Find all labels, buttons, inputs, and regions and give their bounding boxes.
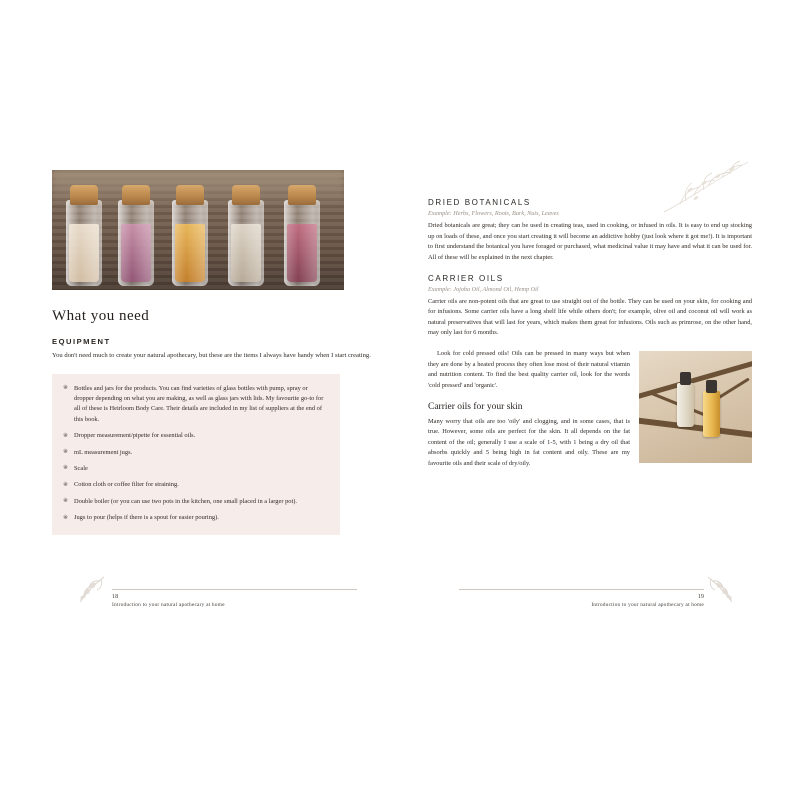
bottle-glass <box>118 200 154 286</box>
bottles-photo <box>52 170 344 290</box>
section-body-carrier-oils-2: Look for cold pressed oils! Oils can be pressed in many ways but when they are done by a heated process they often lose most of their natural vitamin and nutrition content. To find the best quality carrier oil, look for the words 'cold pressed' and 'organic'. <box>428 350 630 389</box>
page-number: 19 <box>697 593 704 600</box>
footer-rule <box>459 589 704 590</box>
list-item-text: Bottles and jars for the products. You can find varieties of glass bottles with pump, spray or dropper depending on what you are making, as well as glass jars with lids. My favourite go-to for all of these is Heirloom Body Care. Their details are included in my list of suppliers at the end of this book. <box>74 384 324 423</box>
leaf-sprig-icon <box>74 575 108 605</box>
list-item-text: Scale <box>74 464 88 472</box>
bottle-4 <box>228 200 264 286</box>
bottle-glass <box>66 200 102 286</box>
dropper-cap <box>680 372 691 385</box>
bottle-glass <box>284 200 320 286</box>
flower-bullet-icon: ❀ <box>63 432 69 439</box>
oil-bottles-photo <box>639 351 752 463</box>
subsection-heading-carrier-oils-skin: Carrier oils for your skin <box>428 401 523 412</box>
left-page-footer <box>52 589 392 608</box>
flower-bullet-icon: ❀ <box>63 498 69 505</box>
bottle-glass <box>172 200 208 286</box>
equipment-intro: You don't need much to create your natural apothecary, but these are the items I always have handy when I start creating. <box>52 352 371 359</box>
subsection-body-carrier-oils-skin: Many worry that oils are too 'oily' and clogging, and in some cases, that is true. However, some oils are perfect for the skin. It all depends on the fat content of the oil; generally I use a scale of 1-5, with 1 being a dry oil that absorbs quickly and 5 being high in fat content and oily. These are my favourite oils and their scale of dry/oily. <box>428 417 630 467</box>
list-item-text: mL measurement jugs. <box>74 448 133 456</box>
list-item-text: Jugs to pour (helps if there is a spout for easier pouring). <box>74 514 219 522</box>
section-heading-carrier-oils: CARRIER OILS <box>428 273 504 283</box>
list-item <box>63 464 328 474</box>
list-item <box>63 497 328 507</box>
leaf-sprig-icon <box>704 575 738 605</box>
bottle-glass <box>228 200 264 286</box>
flower-bullet-icon: ❀ <box>63 449 69 456</box>
list-item <box>63 513 328 523</box>
bottle-2 <box>118 200 154 286</box>
section-example-dried-botanicals: Example: Herbs, Flowers, Roots, Bark, Nuts, Leaves <box>428 210 559 217</box>
cork-stopper <box>122 185 150 205</box>
section-body-dried-botanicals: Dried botanicals are great; they can be used in creating teas, used in cooking, or infused in oils. It is easy to end up stocking up on loads of these, and once you start creating it will become an addictive hobby (just look where it got me!). It is important to first understand the botanical you have foraged or purchased, what medicinal value it may have and what it can be used for. All of these will be explained in the next chapter. <box>428 222 752 261</box>
list-item-text: Dropper measurement/pipette for essential oils. <box>74 432 196 440</box>
section-example-carrier-oils: Example: Jojoba Oil, Almond Oil, Hemp Oil <box>428 285 539 293</box>
botanical-branch-icon <box>660 156 756 218</box>
section-heading-dried-botanicals: DRIED BOTANICALS <box>428 198 531 207</box>
equipment-list <box>63 384 328 524</box>
flower-bullet-icon: ❀ <box>63 385 69 392</box>
bottle-5 <box>284 200 320 286</box>
running-head: Introduction to your natural apothecary at home <box>112 602 225 608</box>
list-item <box>63 480 328 490</box>
list-item-text: Double boiler (or you can use two pots in the kitchen, one small placed in a larger pot). <box>74 497 297 505</box>
section-body-carrier-oils-1: Carrier oils are non-potent oils that are great to use straight out of the bottle. They can be used on your skin, for cooking and for infusions. Some carrier oils have a long shelf life while others don't; for example, olive oil and coconut oil will work as natural preservatives that will last for years, which makes them great for infusions. Oils such as primrose, on the other hand, may only last for 6 months. <box>428 297 752 337</box>
page-title: What you need <box>52 308 150 324</box>
flower-bullet-icon: ❀ <box>63 481 69 488</box>
footer-rule <box>112 589 357 590</box>
bottle-1 <box>66 200 102 286</box>
list-item <box>63 431 328 441</box>
cork-stopper <box>176 185 204 205</box>
running-head: Introduction to your natural apothecary at home <box>591 602 704 608</box>
right-page-footer <box>392 589 752 608</box>
cork-stopper <box>232 185 260 205</box>
equipment-heading: EQUIPMENT <box>52 337 111 346</box>
flower-bullet-icon: ❀ <box>63 514 69 521</box>
page-number: 18 <box>112 593 119 600</box>
right-page <box>392 170 752 608</box>
dropper-bottle-2 <box>703 391 720 437</box>
cork-stopper <box>288 185 316 205</box>
cork-stopper <box>70 185 98 205</box>
list-item-text: Cotton cloth or coffee filter for straining. <box>74 481 179 489</box>
left-page <box>52 170 392 608</box>
bottle-3 <box>172 200 208 286</box>
book-spread <box>52 170 752 608</box>
flower-bullet-icon: ❀ <box>63 465 69 472</box>
list-item <box>63 384 328 426</box>
dropper-bottle-1 <box>677 383 694 427</box>
dropper-cap <box>706 380 717 393</box>
equipment-callout-box <box>52 374 340 536</box>
list-item <box>63 448 328 458</box>
